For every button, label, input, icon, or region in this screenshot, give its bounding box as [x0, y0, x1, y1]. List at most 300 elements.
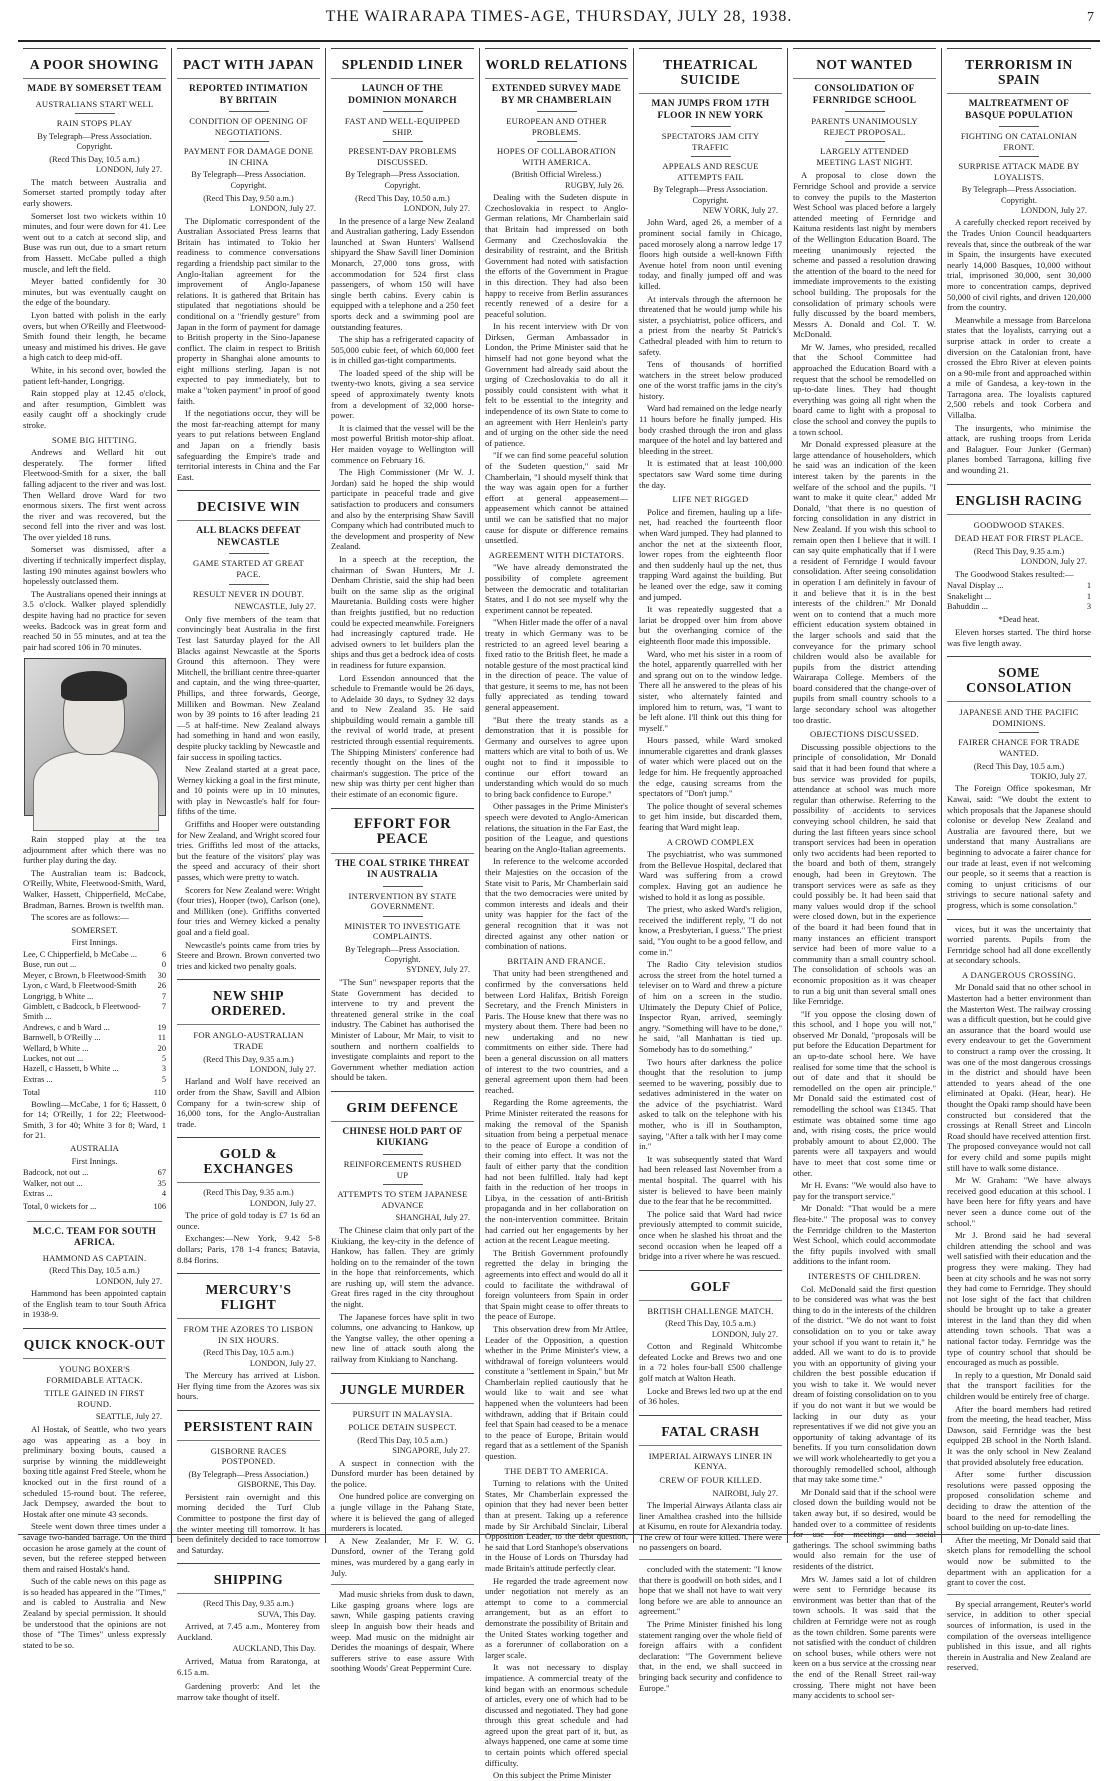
- deck: PURSUIT IN MALAYSIA.: [352, 1408, 453, 1419]
- paragraph: This observation drew from Mr Attlee, Leader of the Opposition, a question whether in the Prime Minister's view, a withdrawal of foreign volunteers would constitute a "settlement in Spain," but Mr Chamberlain replied cautiously that he would like to wait and see what happened when the volunteers had been withdrawn, adding that if Britain could feel that Spain had ceased to be a menace to the peace of Europe, Britain would regard that as a settlement of the Spanish question.: [485, 1323, 628, 1462]
- paragraph: Other passages in the Prime Minister's speech were devoted to Anglo-American relations, the situation in the Far East, the position of the League, and questions bearing on the Anglo-Italian agreements.: [485, 801, 628, 854]
- result-row: Snakelight ... 1: [947, 591, 1091, 601]
- article-some-consolation: [947, 656, 1091, 910]
- subheading: INTERESTS OF CHILDREN.: [808, 1270, 921, 1281]
- subheading: AGREEMENT WITH DICTATORS.: [488, 549, 625, 560]
- deck: SURPRISE ATTACK MADE BY LOYALISTS.: [958, 161, 1080, 182]
- dateline: LONDON, July 27.: [95, 1276, 162, 1286]
- deck: YOUNG BOXER'S FORMIDABLE ATTACK.: [46, 1364, 143, 1385]
- deck: POLICE DETAIN SUSPECT.: [348, 1422, 457, 1433]
- paragraph: Lord Essendon announced that the schedule to Fremantle would be 26 days, to Adelaide 30 days, to Sydney 32 days and to New Zealand 35. He said shipbuilding would remain a gamble till the revival of world trade, at present restricted through essential requirements. The Shipping Ministers' conference had recently thought on the lines of the chairman's suggestion. The price of the new ship was thirty per cent higher than their estimate of an economic figure.: [331, 672, 474, 800]
- paragraph: That unity had been strengthened and confirmed by the conversations held between Lord Halifax, British Foreign Secretary, and the French Ministers in Paris. The House knew that there was no mystery about them. There had been no new undertaking and no new commitments on either side. There had been a general discussion on all matters of interest to the two countries, and a general agreement upon them had been reached.: [485, 968, 628, 1095]
- paragraph: "But there the treaty stands as a demonstration that it is possible for Germany and ourselves to agree upon matters which are vital to both of us. We ought not to find it impossible to continue our effort toward an understanding which would do so much to bring back confidence to Europe.": [485, 714, 628, 799]
- article-pact-with-japan: [177, 48, 320, 482]
- masthead: [18, 8, 1100, 42]
- divider: [229, 584, 269, 585]
- dateline: LONDON, July 27.: [403, 203, 470, 213]
- dateline: NEWCASTLE, July 27.: [234, 602, 316, 612]
- received-time: (Recd This Day, 10.5 a.m.): [665, 1319, 756, 1329]
- received-time: (Recd This Day, 9.35 a.m.): [203, 1599, 294, 1609]
- dateline: LONDON, July 27.: [95, 165, 162, 175]
- paragraph: Cotton and Reginald Whitcombe defeated Locke and Brews two and one in a 72 holes four-ball £500 challenge golf match at Walton Heath.: [639, 1341, 782, 1383]
- innings-heading: First Innings.: [71, 1155, 118, 1166]
- advertisement-verse: Mad music shrieks from dusk to dawn, Like gasping groans where logs are sawn, While gasping patients craving sleep In anguish bow their heads and weep. Mad music on the midnight air Derides the moanings of despair, Where sufferers strive to ease assure With soothing Woods' Great Peppermint Cure.: [331, 1584, 474, 1674]
- deck: IMPERIAL AIRWAYS LINER IN KENYA.: [648, 1450, 773, 1472]
- headline: M.C.C. TEAM FOR SOUTH AFRICA.: [27, 1221, 162, 1250]
- headline: JUNGLE MURDER: [331, 1373, 474, 1404]
- deck: FAIRER CHANCE FOR TRADE WANTED.: [958, 737, 1080, 758]
- divider: [229, 141, 269, 142]
- paragraph: Mr Donald said that if the school were closed down the building would not be taken away but, if so desired, would be handed over to a committee of residents for use for meetings and social gatherings. The school swimming baths would also remain for the use of residents of the district.: [793, 1486, 936, 1571]
- paragraph: Police and firemen, hauling up a life-net, had reached the fourteenth floor when Ward jumped. They had planned to anchor the net at the sixteenth floor, lower ropes from the eighteenth floor and then suddenly haul up the net, thus trapping Ward against the building. But he leaned over the edge, saw it coming and jumped.: [639, 506, 782, 602]
- paragraph: A carefully checked report received by the Trades Union Council headquarters reveals that, since the outbreak of the war in Spain, the insurgents have executed nearly 14,000 Basques, 10,000 without trial, imprisoned 30,000, sent 30,000 more to concentration camps, deprived 50,000 of civil rights, and driven 120,000 from the country.: [947, 217, 1091, 313]
- headline: DECISIVE WIN: [177, 490, 320, 521]
- article-effort-for-peace: [331, 808, 474, 1083]
- paragraph: After the meeting, Mr Donald said that sketch plans for remodelling the school would now be submitted to the department with an application for a grant to cover the cost.: [947, 1534, 1091, 1588]
- deck: EXTENDED SURVEY MADE BY MR CHAMBERLAIN: [491, 84, 622, 106]
- paragraph: Tens of thousands of horrified watchers in the street below produced one of the worst traffic jams in the city's history.: [639, 359, 782, 401]
- subheading: LIFE NET RIGGED: [672, 494, 749, 505]
- paragraph: It was subsequently stated that Ward had been released last November from a mental hospital. The quarrel with his sister is believed to have been mainly due to the fear that he be recommitted.: [639, 1153, 782, 1207]
- deck: JAPANESE AND THE PACIFIC DOMINIONS.: [959, 707, 1079, 728]
- paragraph: New Zealand started at a great pace, Werney kicking a goal in the first minute, and 10 points were up in 10 minutes, with play in Newcastle's half for four-fifths of the time.: [177, 764, 320, 817]
- scorecard-australia: [23, 1168, 166, 1213]
- portrait-photo: [24, 658, 166, 816]
- article-gold-exchanges: [177, 1137, 320, 1265]
- deck: HOPES OF COLLABORATION WITH AMERICA.: [497, 146, 616, 167]
- received-time: (Recd This Day, 9.35 a.m.): [203, 1054, 294, 1064]
- paragraph: Two hours after darkness the police thought that the resolution to jump seemed to be wavering, possibly due to sedatives administered in the water on the advice of the psychiatrist. Ward asked to talk on the telephone with his mother, who is ill in Southampton, saying, "After a talk with her I may come in.": [639, 1056, 782, 1152]
- dateline: LONDON, July 27.: [249, 1358, 316, 1368]
- subheading: A CROWD COMPLEX: [666, 836, 755, 847]
- score-row: Gimblett, c Badcock, b Fleetwood-Smith ... 7: [23, 1001, 166, 1022]
- headline: THEATRICAL SUICIDE: [639, 48, 782, 94]
- paragraph: The Prime Minister finished his long statement ranging over the whole field of foreign affairs with a confident declaration: "The Government believe that, in the end, we shall succeed in bringing back security and confidence to Europe.": [639, 1619, 782, 1693]
- score-row: Lee, C Chipperfield, b McCabe ... 6: [23, 949, 166, 959]
- paragraph: Exchanges:—New York, 9.42 5-8 dollars; Paris, 178 1-4 francs; Batavia, 8.84 florins.: [177, 1233, 320, 1265]
- paragraph: Newcastle's points came from tries by Steere and Brown. Brown converted two tries and kicked two penalty goals.: [177, 939, 320, 971]
- score-row: Lyon, c Ward, b Fleetwood-Smith 26: [23, 981, 166, 991]
- paragraph: Gardening proverb: And let the marrow take thought of itself.: [177, 1681, 320, 1702]
- paragraph: Somerset lost two wickets within 10 minutes, and four were down for 41. Lee went out to a catch at second slip, and Buse was run out, due to a smart return from Hassett. McCabe pulled a thigh muscle, and left the field.: [23, 210, 166, 274]
- divider: [845, 141, 885, 142]
- paragraph: Ward, who met his sister in a room of the hotel, apparently quarrelled with her and sprang out on to the window ledge. There all he answered to the pleas of his sister, who alternately fainted and implored him to return, was, "I want to be left alone. I'll think out this thing for myself.": [639, 648, 782, 733]
- dateline: LONDON, July 27.: [249, 1064, 316, 1074]
- received-time: (Recd This Day, 10.50 a.m.): [355, 193, 450, 203]
- credit: By Telegraph—Press Association. Copyright.: [345, 170, 460, 190]
- score-total: Total 110: [23, 1088, 166, 1098]
- received-time: (Recd This Day, 9.50 a.m.): [203, 193, 294, 203]
- article-fatal-crash: [639, 1415, 782, 1693]
- paragraph: Locke and Brews led two up at the end of 36 holes.: [639, 1385, 782, 1407]
- headline: SOME CONSOLATION: [947, 656, 1091, 702]
- paragraph: Discussing possible objections to the principle of consolidation, Mr Donald said that it had been found that where a bus service was provided for pupils, attendance at school was much more regular than otherwise. Referring to the possibility of accidents to services conveying school children, he said that during the last fifteen years since school transport services had been in operation only two accidents had been reported to the board and both of them, strangely enough, had been in Greytown. The transport services were as safe as they could possibly be. It had been said that many values would drop if the school were closed down, but in the experience of the board it had been found that in many instances an efficient transport service had been of more value to a community than a small country school. The consolidation of schools was an economic proposition as it was cheaper to run a big unit than several small ones like Fernridge.: [793, 741, 936, 1007]
- paragraph: He regarded the trade agreement now under negotiation not merely as an attempt to come to a commercial arrangement, but as an effort to demonstrate the possibility of Britain and the United States working together and as a forerunner of collaboration on a larger scale.: [485, 1575, 628, 1660]
- article-new-ship-ordered: [177, 979, 320, 1129]
- paragraph: Mr Donald: "That would be a mere flea-bite." The proposal was to convey the Fernridge children to the Masterton West School, which could accommodate the fifty pupils involved with small additions to the infant room.: [793, 1203, 936, 1267]
- innings-heading: First Innings.: [71, 937, 118, 948]
- article-not-wanted-continued: [947, 919, 1091, 1673]
- paragraph: It is estimated that at least 100,000 spectators saw Ward some time during the day.: [639, 458, 782, 490]
- dateline: LONDON, July 27.: [249, 203, 316, 213]
- column-5: [634, 48, 788, 1693]
- deck: ATTEMPTS TO STEM JAPANESE ADVANCE: [337, 1189, 468, 1210]
- paragraph: The Goodwood Stakes resulted:—: [955, 568, 1074, 579]
- paragraph: Rain stopped play at the tea adjournment after which there was no further play during the day.: [23, 834, 166, 866]
- paragraph: Eleven horses started. The third horse was five length away.: [947, 627, 1091, 648]
- article-english-racing: [947, 484, 1091, 649]
- paragraph: In reference to the welcome accorded their Majesties on the occasion of the State visit to Paris, Mr Chamberlain said that the two democracies were united by common interests and ideals and their unity was happier for the fact of the general recognition that it was not directed against any other nation or combination of nations.: [485, 856, 628, 952]
- article-quick-knockout: [23, 1328, 166, 1650]
- paragraph: "When Hitler made the offer of a naval treaty in which Germany was to be restricted to an agreed level bearing a fixed ratio to the British fleet, he made a notable gesture of the most practical kind in the direction of peace. The value of that gesture, it seems to me, has not been fully appreciated as tending toward general appeasement.: [485, 617, 628, 713]
- score-total: Total, 0 wickets for ... 106: [23, 1202, 166, 1212]
- article-jungle-murder: [331, 1373, 474, 1674]
- received-time: (Recd This Day, 10.5 a.m.): [973, 761, 1065, 771]
- headline: EFFORT FOR PEACE: [331, 808, 474, 854]
- article-golf: [639, 1270, 782, 1407]
- divider: [691, 156, 731, 157]
- deck: AUSTRALIANS START WELL: [35, 98, 154, 109]
- dateline: TOKIO, July 27.: [1030, 771, 1087, 781]
- headline: TERRORISM IN SPAIN: [947, 48, 1091, 94]
- credit: By Telegraph—Press Association. Copyright.: [37, 131, 152, 151]
- dateline: NAIROBI, July 27.: [712, 1488, 778, 1498]
- deck: LAUNCH OF THE DOMINION MONARCH: [348, 84, 457, 106]
- paragraph: Griffiths and Hooper were outstanding for New Zealand, and Wright scored four tries. Griffiths led most of the attacks, but the feature of the visitors' play was the speed and accuracy of their short passes, which were pretty to watch.: [177, 819, 320, 883]
- paragraph: Mr Donald said that no other school in Masterton had a better environment than the Masterton West. The railway crossing was a difficult question, but he could give an assurance that the board would use every endeavour to get the Government to construct a ramp over the crossing. It was one of the most dangerous crossings in the district and should have been attended to years ahead of the one eliminated at Opaki. (Hear, hear). He thought the Opaki ramp should have been constructed but considered that the crossings at Renall Street and Lincoln Road should have received attention first. The proposed conveyance would not call for every child and some pupils might still have to walk some distance.: [947, 982, 1091, 1173]
- divider: [845, 111, 885, 112]
- received-time: (Recd This Day, 10.5 a.m.): [357, 1435, 448, 1445]
- paragraph: On this subject the Prime Minister: [493, 1770, 612, 1781]
- score-row: Barnwell, b O'Reilly ... 11: [23, 1033, 166, 1043]
- deck: RESULT NEVER IN DOUBT.: [192, 588, 305, 599]
- divider: [383, 141, 423, 142]
- headline: GOLD & EXCHANGES: [177, 1137, 320, 1183]
- deck: FOR ANGLO-AUSTRALIAN TRADE: [193, 1030, 304, 1051]
- deck: APPEALS AND RESCUE ATTEMPTS FAIL: [662, 161, 759, 182]
- credit: (British Official Wireless.): [511, 170, 602, 180]
- score-row: Luckes, not out ... 5: [23, 1054, 166, 1064]
- headline: WORLD RELATIONS: [485, 48, 628, 79]
- paragraph: Dealing with the Sudeten dispute in Czechoslovakia in respect to Anglo-German relations, Mr Chamberlain said that Britain had impressed on both Germany and Czechoslovakia the desirability of restraint, and the British Government had noted with satisfaction the efforts of the Government in Prague in this direction. They had also been happy to receive from Berlin assurances recently renewed of a desire for a peaceful solution.: [485, 192, 628, 319]
- deck: MAN JUMPS FROM 17TH FLOOR IN NEW YORK: [651, 99, 770, 121]
- paragraph: Lyon batted with polish in the early overs, but when O'Reilly and Fleetwood-Smith found their length, he became uneasy and mistimed his drives. He gave a high catch to deep mid-off.: [23, 310, 166, 363]
- paragraph: Steele went down three times under a savage two-handed barrage. On the third occasion he arose gamely at the count of seven, but the referee stepped between them and raised Hostak's hand.: [23, 1521, 166, 1574]
- paragraph: The police thought of several schemes to get him inside, but discarded them, fearing that Ward might leap.: [639, 800, 782, 833]
- paragraph: It was not necessary to display impatience. A commercial treaty of the kind began with an enormous schedule of articles, every one of which had to be discussed and negotiated. They had gone through this great schedule and had agreed upon the great part of it, but, as always happened, one came at some time to certain points which offered special difficulty.: [485, 1662, 628, 1768]
- paragraph: The Diplomatic correspondent of the Australian Associated Press learns that Britain has intimated to Tokio her readiness to commence conversations regarding a friendship pact similar to the Anglo-Italian agreement for the improvement of Anglo-Japanese relations. It is gathered that Britain has stipulated that negotiations should be conditional on a "friendly gesture" from Japan in the form of payment for damage to British property in the Sino-Japanese conflict. The claim in respect to British property in Shanghai alone amounts to eight millions sterling. Japan is not expected to pay immediately, but to make a "token payment" in proof of good faith.: [177, 215, 320, 406]
- deck: GOODWOOD STAKES.: [973, 519, 1065, 530]
- deck: MADE BY SOMERSET TEAM: [27, 84, 162, 94]
- article-shipping: [177, 1563, 320, 1702]
- paragraph: John Ward, aged 26, a member of a prominent social family in Chicago, paced morosely along a narrow ledge 17 floors high outside a well-known Fifth Avenue hotel from noon until evening today, and finally jumped off and was killed.: [639, 217, 782, 291]
- paragraph: vices, but it was the uncertainty that worried parents. Pupils from the Fernridge school had all done excellently at secondary schools.: [947, 923, 1091, 966]
- dateline: NEW YORK, July 27.: [702, 205, 778, 215]
- score-row: Hazell, c Hassett, b White ... 3: [23, 1064, 166, 1074]
- headline: SHIPPING: [177, 1563, 320, 1594]
- dateline: GISBORNE, This Day.: [237, 1480, 316, 1490]
- masthead-title: THE WAIRARAPA TIMES-AGE, THURSDAY, JULY 28, 1938.: [325, 8, 793, 25]
- paragraph: Such of the cable news on this page as is so headed has appeared in the "Times," and is cabled to Australia and New Zealand by special permission. It should be understood that the opinions are not those of "The Times" unless expressly stated to be so.: [23, 1576, 166, 1650]
- paragraph: "If you oppose the closing down of this school, and I hope you will not," observed Mr Donald, "proposals will be put before the Education Department for an up-to-date school here. We have realised for some time that the school is out of date and that it should be remodelled on the open air principle." Mr Donald said the estimated cost of remodelling the school was £1345. That estimate was obtained some time ago and, with rising costs, the price would probably amount to about £2,000. The parents were all taxpayers and would have to meet that cost some time or other.: [793, 1008, 936, 1178]
- paragraph: The Imperial Airways Atlanta class air liner Amalthea crashed into the hillside at Kisumu, en route for Alexandria today. The crew of four were killed. There were no passengers on board.: [639, 1500, 782, 1553]
- received-time: (Recd This Day, 10.5 a.m.): [203, 1348, 294, 1358]
- credit: (By Telegraph—Press Association.): [188, 1470, 309, 1480]
- deck: INTERVENTION BY STATE GOVERNMENT.: [348, 890, 457, 912]
- dateline: LONDON, July 27.: [249, 1198, 316, 1208]
- paragraph: Mr H. Evans: "We would also have to pay for the transport service.": [793, 1180, 936, 1201]
- paragraph: The Australians opened their innings at 3.5 o'clock. Walker played splendidly despite having had no practice for seven weeks. Badcock was in great form and reached 50 in 55 minutes, and at tea the pair had scored 106 in 70 minutes.: [23, 588, 166, 652]
- paragraph: The ship has a refrigerated capacity of 505,000 cubic feet, of which 60,000 feet is in chilled gas-tight compartments.: [331, 334, 474, 366]
- paragraph: The Mercury has arrived at Lisbon. Her flying time from the Azores was six hours.: [177, 1370, 320, 1402]
- dateline: SEATTLE, July 27.: [95, 1412, 162, 1422]
- paragraph: It is claimed that the vessel will be the most powerful British motor-ship afloat. Her maiden voyage to Wellington will commence on February 16.: [331, 422, 474, 465]
- paragraph: A suspect in connection with the Dunsford murder has been detained by the police.: [331, 1457, 474, 1489]
- article-poor-showing: [23, 48, 166, 1213]
- deck: CREW OF FOUR KILLED.: [659, 1474, 762, 1485]
- paragraph: Rain stopped play at 12.45 o'clock, and after resumption, Gimblett was easily caught off a shockingly crude stroke.: [23, 388, 166, 430]
- deck: CHINESE HOLD PART OF KIUKIANG: [342, 1126, 463, 1149]
- received-time: (Recd This Day, 10.5 a.m.): [49, 1266, 140, 1276]
- column-2: [172, 48, 326, 1702]
- paragraph: The psychiatrist, who was summoned from the Bellevue Hospital, declared that Ward was suffering from a crowd complex. Having got an audience he wished to hold it as long as possible.: [639, 849, 782, 902]
- divider: [999, 156, 1039, 157]
- credit: By Telegraph—Press Association. Copyright.: [653, 185, 768, 205]
- dateline: LONDON, July 27.: [1020, 557, 1087, 567]
- paragraph: The match between Australia and Somerset started promptly today after early showers.: [23, 176, 166, 209]
- paragraph: In reply to a question, Mr Donald said that the transport facilities for the children would be entirely free of charge.: [947, 1369, 1091, 1402]
- paragraph: Meanwhile a message from Barcelona states that the loyalists, carrying out a surprise attack in order to create a diversion on the Catalonian front, have crossed the Ebro River at eleven points on a 90-mile front and approached within a mile of Gandesa, a key-town in the Tarragona area. The loyalists captured 2,500 rebels and took Corbera and Villalba.: [947, 314, 1091, 421]
- article-terrorism-in-spain: [947, 48, 1091, 476]
- divider: [999, 732, 1039, 733]
- headline: QUICK KNOCK-OUT: [23, 1328, 166, 1359]
- score-row: Extras ... 5: [23, 1074, 166, 1084]
- paragraph: The Australian team is: Badcock, O'Reilly, White, Fleetwood-Smith, Ward, Walker, Hassett, Chipperfield, McCabe, Bradman, Barnes. Brown is twelfth man.: [23, 867, 166, 910]
- team-heading: SOMERSET.: [71, 924, 118, 935]
- paragraph: The British Government profoundly regretted the delay in bringing the agreements into effect and would do all it could to facilitate the withdrawal of foreign volunteers from Spain in order that Spain might cease to offer threats to the peace of Europe.: [485, 1247, 628, 1322]
- deck: CONDITION OF OPENING OF NEGOTIATIONS.: [189, 116, 308, 137]
- score-row: Andrews, c and b Ward ... 19: [23, 1022, 166, 1032]
- column-6: [788, 48, 942, 1701]
- bowling-figures: Bowling—McCabe, 1 for 6; Hassett, 0 for 14; O'Reilly, 1 for 22; Fleetwood-Smith, 3 for 40; White 3 for 8; Ward, 1 for 21.: [23, 1098, 166, 1141]
- paragraph: "We have already demonstrated the possibility of complete agreement between the democratic and totalitarian States, and I do not see myself why the experiment cannot be repeated.: [485, 562, 628, 615]
- columns: [18, 48, 1100, 1781]
- dateline: RUGBY, July 26.: [565, 180, 624, 190]
- deck: GAME STARTED AT GREAT PACE.: [193, 558, 304, 580]
- paragraph: Hours passed, while Ward smoked innumerable cigarettes and drank glasses of water which were placed out on the ledge for him. He frequently approached the edge, causing screams from the spectators of "Don't jump.": [639, 735, 782, 799]
- result-row: Bahuddin ... 3: [947, 602, 1091, 612]
- paragraph: concluded with the statement: "I know that there is goodwill on both sides, and I hope that we shall not have to wait very long before we are able to announce an agreement.": [639, 1559, 782, 1617]
- paragraph: In the presence of a large New Zealand and Australian gathering, Lady Essendon launched at Swan Hunters' Wallsend shipyard the Shaw Savill liner Dominion Monarch, 27,000 tons gross, with accommodation for 524 first class passengers, of whom 150 will have single berth cabins. Every cabin is equipped with a telephone and a 250 feet sports deck and a swimming pool are outstanding features.: [331, 215, 474, 332]
- score-row: Meyer, c Brown, b Fleetwood-Smith 30: [23, 970, 166, 980]
- deck: LARGELY ATTENDED MEETING LAST NIGHT.: [816, 146, 913, 167]
- paragraph: The loaded speed of the ship will be twenty-two knots, giving a sea service speed of approximately twenty knots from a development of 32,000 horse-power.: [331, 367, 474, 421]
- footnote: *Dead heat.: [998, 614, 1040, 625]
- paragraph: Arrived, Matua from Raratonga, at 6.15 a.m.: [177, 1656, 320, 1677]
- paragraph: Regarding the Rome agreements, the Prime Minister reiterated the reasons for making the removal of the Spanish situation from being a perpetual menace to the peace of Europe a condition of their coming into effect. It was not the fault of either party that the condition had not been fulfilled. Italy had kept faith in the reduction of her troops in Libya, in the cessation of anti-British propaganda and in her collaboration on the non-intervention committee. Britain had carried out her engagements by her action at the recent League meeting.: [485, 1097, 628, 1246]
- result-row: Naval Display ... 1: [947, 581, 1091, 591]
- divider: [537, 141, 577, 142]
- dateline: AUCKLAND, This Day.: [232, 1644, 316, 1654]
- paragraph: Al Hostak, of Seattle, who two years ago was appearing as a boy in preliminary boxing bouts, caused a surprise by winning the middleweight boxing title against Fred Steele, whom he knocked out in the first round of a scheduled 15-round bout. The referee, Jack Dempsey, awarded the bout to Hostak after one minute 43 seconds.: [23, 1423, 166, 1519]
- paragraph: Harland and Wolf have received an order from the Shaw, Savill and Albion Company for a twin-screw ship of 16,000 tons, for the Anglo-Australian trade.: [177, 1076, 320, 1129]
- paragraph: If the negotiations occur, they will be the most far-reaching attempt for many years to put relations between England and Japan on a friendly basis safeguarding the Empire's trade and territorial interests in China and the Far East.: [177, 408, 320, 482]
- deck: RAIN STOPS PLAY: [56, 118, 133, 129]
- paragraph: Mr W. Graham: "We have always received good education at this school. I have been here for fifty years and have never seen a dunce come out of the school.": [947, 1175, 1091, 1228]
- divider: [537, 111, 577, 112]
- deck: EUROPEAN AND OTHER PROBLEMS.: [506, 116, 607, 137]
- headline: MERCURY'S FLIGHT: [177, 1273, 320, 1319]
- paragraph: "If we can find some peaceful solution of the Sudeten question," said Mr Chamberlain, "I should myself think that the way was again open for a further effort at general appeasement—appeasement which cannot be attained until we can be satisfied that no major cause for dispute or difference remains unsettled.: [485, 450, 628, 546]
- column-3: [326, 48, 480, 1674]
- article-mcc-team: [23, 1221, 166, 1320]
- article-world-relations: [485, 48, 628, 1781]
- paragraph: White, in his second over, bowled the patient left-hander, Longrigg.: [23, 364, 166, 386]
- deck: FAST AND WELL-EQUIPPED SHIP.: [344, 116, 461, 137]
- deck: TITLE GAINED IN FIRST ROUND.: [44, 1388, 145, 1409]
- subheading: A DANGEROUS CROSSING.: [962, 969, 1076, 980]
- headline: A POOR SHOWING: [23, 48, 166, 79]
- score-row: Badcock, not out ... 67: [23, 1168, 166, 1178]
- paragraph: Persistent rain overnight and this morning decided the Turf Club Committee to postpone the first day of the winter meeting till tomorrow. It has been definitely decided to race tomorrow and Saturday.: [177, 1491, 320, 1555]
- article-grim-defence: [331, 1091, 474, 1365]
- deck: PAYMENT FOR DAMAGE DONE IN CHINA: [183, 146, 314, 167]
- paragraph: Ward had remained on the ledge nearly 11 hours before he finally jumped. His body crashed through the iron and glass marquee of the hotel and lay battered and bleeding in the street.: [639, 403, 782, 456]
- paragraph: The police said that Ward had twice previously attempted to commit suicide, once when he slashed his throat and the second occasion when he leaped off a bridge into a river where he was rescued.: [639, 1208, 782, 1262]
- dateline: SHANGHAI, July 27.: [395, 1213, 470, 1223]
- deck: CONSOLIDATION OF FERNRIDGE SCHOOL: [812, 84, 917, 106]
- headline: ENGLISH RACING: [947, 484, 1091, 515]
- paragraph: By special arrangement, Reuter's world service, in addition to other special sources of information, is used in the compilation of the overseas intelligence published in this issue, and all rights therein in Australia and New Zealand are reserved.: [947, 1594, 1091, 1673]
- divider: [999, 126, 1039, 127]
- deck: REPORTED INTIMATION BY BRITAIN: [188, 84, 308, 106]
- paragraph: Somerset was dismissed, after a diverting if technically imperfect display, lasting 190 minutes against bowlers who hopelessly outclassed them.: [23, 544, 166, 587]
- headline: GRIM DEFENCE: [331, 1091, 474, 1122]
- article-not-wanted: [793, 48, 936, 1701]
- page-number: 7: [1087, 10, 1094, 25]
- team-heading: AUSTRALIA: [70, 1143, 119, 1154]
- paragraph: After the board members had retired from the meeting, the head teacher, Miss Dawson, said Fernridge was the best equipped 2B school in the North Island. It was the only school in New Zealand that provided absolutely free education.: [947, 1403, 1091, 1467]
- divider: [691, 126, 731, 127]
- dateline: SUVA, This Day.: [257, 1609, 316, 1619]
- headline: PERSISTENT RAIN: [177, 1410, 320, 1441]
- paragraph: After some further discussion resolutions were passed opposing the proposed consolidation scheme and deciding to draw the attention of the board to the need for remodelling the school building on up-to-date lines.: [947, 1469, 1091, 1533]
- divider: [229, 553, 269, 554]
- paragraph: The Foreign Office spokesman, Mr Kawai, said: "We doubt the extent to which proposals that the Japanese should colonise or develop New Zealand and Australia are favoured there, but we understand that many Australians are beginning to advocate a fairer chance for our trade at least, even if not welcoming our people, so it seems that a reaction is coming to unjust criticisms of our strivings to secure national safety and progress, which is some consolation.": [947, 783, 1091, 910]
- divider: [383, 916, 423, 917]
- paragraph: The Chinese claim that only part of the Kiukiang, the key-city in the defence of Hankow, has fallen. They are grimly holding on to the remainder of the town in the hope that reinforcements, which are rushing up, will stem the advance. Great fires raged in the city throughout the night.: [331, 1224, 474, 1310]
- deck: FIGHTING ON CATALONIAN FRONT.: [960, 131, 1078, 152]
- paragraph: Mr W. James, who presided, recalled that the School Committee had approached the Education Board with a request that the school be remodelled on up-to-date lines. They had thought everything was going all right when the board came to light with a proposal to close the school and convey the pupils to a town school.: [793, 341, 936, 437]
- paragraph: The insurgents, who minimise the attack, are rushing troops from Lerida and Balaguer. Four Junker (German) planes bombed Tarragona, killing five and wounding 21.: [947, 422, 1091, 476]
- paragraph: The High Commissioner (Mr W. J. Jordan) said he hoped the ship would participate in peaceful trade and give satisfaction to producers and consumers and also by the enterprising Shaw Savill Company which had contributed much to the development and prosperity of New Zealand.: [331, 467, 474, 552]
- paragraph: Col. McDonald said the first question to be considered was what was the best thing to do in the interests of the children of the district. "We do not want to foist consolidation on to you or take away your school if you want to retain it," he added. All we want to do is to provide you with an opportunity of giving your children the best possible education if you wish to take it. We would never dream of foisting consolidation on to you if you do not want it but we would be lacking in our duty as your representatives if we did not give you an opportunity of taking advantage of its benefits. If you turn consolidation down we will work wholeheartedly to get you a thoroughly remodelled school, although that may take some time.": [793, 1283, 936, 1485]
- deck: DEAD HEAT FOR FIRST PLACE.: [954, 533, 1084, 544]
- deck: MALTREATMENT OF BASQUE POPULATION: [965, 99, 1073, 121]
- divider: [383, 1184, 423, 1185]
- score-row: Buse, run out ... 0: [23, 960, 166, 970]
- headline: NOT WANTED: [793, 48, 936, 79]
- score-row: Wellard, b White ... 20: [23, 1043, 166, 1053]
- paragraph: The Radio City television studios across the street from the hotel turned a televiser on to Ward and threw a picture of him on a screen in the studio. Ultimately the Deputy Chief of Police, Inspector Ryan, arrived, seemingly angry. "Something will have to be done," he said, "all Manhattan is tied up. Somebody has to do something.": [639, 959, 782, 1054]
- article-mercury-flight: [177, 1273, 320, 1402]
- paragraph: One hundred police are converging on a jungle village in the Pahang State, where it is believed the gang of alleged murderers is located.: [331, 1491, 474, 1534]
- paragraph: Hammond has been appointed captain of the English team to tour South Africa in 1938-9.: [23, 1288, 166, 1320]
- deck: ALL BLACKS DEFEAT NEWCASTLE: [196, 526, 301, 548]
- paragraph: Only five members of the team that convincingly beat Australia in the first Test last Saturday played for the All Blacks against Newcastle at the Sports Ground this afternoon. They were Mitchell, the brilliant centre three-quarter and captain, and the wing three-quarter, Phillips, and three forwards, George, Milliken and Bowman. New Zealand won by 39 points to 16 after leading 21—5 at half-time. New Zealand always had something in hand and won easily, despite plucky tackling by Newcastle and fair success in spoiling tactics.: [177, 613, 320, 762]
- paragraph: The Japanese forces have split in two columns, one advancing to Hankow, up the Yangtse valley, the other opening a new line of attack south along the railway from Kiukiang to Nanchang.: [331, 1311, 474, 1365]
- paragraph: The priest, who asked Ward's religion, received the indifferent reply, "I do not know, a Presbyterian, I guess." The priest said, "You ought to be a good fellow, and come in.": [639, 904, 782, 957]
- paragraph: Mr J. Brond said he had several children attending the school and was well satisfied with their education and the progress they were making. They had been at city schools and he was not sorry they had come to Fernridge. They should not lose sight of the fact that children should be brought up to take a greater interest in the land than they did when attending town schools. That was a national factor today. Fernridge was the type of country school that should be encouraged as much as possible.: [947, 1230, 1091, 1368]
- subheading: OBJECTIONS DISCUSSED.: [810, 729, 919, 740]
- dateline: SYDNEY, July 27.: [406, 965, 470, 975]
- paragraph: Meyer batted confidently for 30 minutes, but was eventually caught on the edge of the boundary.: [23, 276, 166, 308]
- credit: By Telegraph—Press Association. Copyright.: [961, 185, 1077, 205]
- credit: By Telegraph—Press Association. Copyright.: [191, 170, 306, 190]
- score-row: Walker, not out ... 35: [23, 1178, 166, 1188]
- paragraph: Mrs W. James said a lot of children were sent to Fernridge because its environment was better than that of the town schools. It was said that the children at Fernridge were not as rough as the town children. Some parents were not satisfied with the conduct of children on school buses, while others were not keen on a bus service at the crossing near the end of the Renall Street rail-way crossing. There might not have been many accidents to school ser-: [793, 1573, 936, 1701]
- paragraph: "The Sun" newspaper reports that the State Government has decided to intervene to try and prevent the threatened general strike in the coal industry. The Cabinet has authorised the Minister of Labour, Mr Mair, to visit to southern and northern coalfields to investigate complaints and report to the Government whether mediation action should be taken.: [331, 977, 474, 1083]
- paragraph: At intervals through the afternoon he threatened that he would jump while his sister, a psychiatrist, police officers, and a priest from the nearby St Patrick's Cathedral pleaded with him to return to safety.: [639, 293, 782, 357]
- paragraph: A New Zealander, Mr F. W. G. Dunsford, owner of the Terang gold mines, was murdered by a gang early in July.: [331, 1535, 474, 1578]
- article-decisive-win: [177, 490, 320, 971]
- scorecard-somerset: [23, 950, 166, 1099]
- paragraph: Scorers for New Zealand were: Wright (four tries), Hooper (two), Carlson (one), and Milliken (one). Griffiths converted four tries and Werney kicked a penalty goal and a field goal.: [177, 884, 320, 938]
- score-row: Longrigg, b White ... 7: [23, 991, 166, 1001]
- deck: GISBORNE RACES POSTPONED.: [210, 1445, 287, 1467]
- deck: FROM THE AZORES TO LISBON IN SIX HOURS.: [183, 1324, 314, 1345]
- dateline: LONDON, July 27.: [711, 1329, 778, 1339]
- subheading: BRITAIN AND FRANCE.: [507, 955, 606, 966]
- dateline: SINGAPORE, July 27.: [392, 1446, 470, 1456]
- column-1: [18, 48, 172, 1650]
- paragraph: In a speech at the reception, the chairman of Swan Hunters, Mr J. Denham Christie, said the ship had been built on the same slip as the original Mauretania. Building costs were higher than freights justified, but no reduction could be expected meanwhile. Foreigners had increasingly captured trade. He advised owners to let builders plan the ships and thus get a bedrock idea of costs in readiness for future expansion.: [331, 553, 474, 670]
- article-splendid-liner: [331, 48, 474, 800]
- headline: SPLENDID LINER: [331, 48, 474, 79]
- divider: [383, 1154, 423, 1155]
- deck: SPECTATORS JAM CITY TRAFFIC: [661, 131, 760, 152]
- paragraph: In his recent interview with Dr von Dirksen, German Ambassador in London, the Prime Minister said that he himself had not gone beyond what the Government had already said about the urging of Czechoslovakia to do all it possibly could consistent with what it felt to be essential to the integrity and independence of its own State to come to an agreement with Herr Henlein's party and of urging on the other side the need of patience.: [485, 321, 628, 448]
- article-theatrical-suicide: [639, 48, 782, 1262]
- headline: GOLF: [639, 1270, 782, 1301]
- score-row: Extras ... 4: [23, 1189, 166, 1199]
- deck: PARENTS UNANIMOUSLY REJECT PROPOSAL.: [811, 116, 918, 137]
- deck: BRITISH CHALLENGE MATCH.: [647, 1305, 774, 1316]
- bottom-rule: [18, 1534, 1100, 1535]
- divider: [383, 886, 423, 887]
- divider: [383, 111, 423, 112]
- divider: [75, 113, 115, 114]
- deck: MINISTER TO INVESTIGATE COMPLAINTS.: [344, 920, 461, 942]
- deck: THE COAL STRIKE THREAT IN AUSTRALIA: [335, 858, 470, 881]
- credit: By Telegraph—Press Association. Copyright.: [345, 945, 460, 965]
- subheading: SOME BIG HITTING.: [51, 434, 138, 445]
- paragraph: A proposal to close down the Fernridge School and provide a service to convey the pupils to the Masterton West School was placed before a largely attended meeting of Fernridge and Kaituna residents last night by members of the Wellington Education Board. The meeting unanimously rejected the scheme and passed a resolution drawing the attention of the board to the need for immediate improvements to the existing school building. The proposals for the consolidation of primary schools were fully discussed by the board members, Messrs A. Donald and Col. T. W. McDonald.: [793, 170, 936, 340]
- received-time: (Recd This Day, 9.35 a.m.): [973, 546, 1065, 556]
- paragraph: The price of gold today is £7 1s 6d an ounce.: [177, 1210, 320, 1231]
- deck: HAMMOND AS CAPTAIN.: [42, 1252, 147, 1263]
- paragraph: It was repeatedly suggested that a lariat be dropped over him from above but the overhanging cornice of the eighteenth floor made this impossible.: [639, 604, 782, 646]
- subheading: THE DEBT TO AMERICA.: [504, 1465, 609, 1476]
- paragraph: The scores are as follows:—: [31, 912, 129, 923]
- headline: NEW SHIP ORDERED.: [177, 979, 320, 1025]
- divider: [229, 111, 269, 112]
- received-time: (Recd This Day, 9.35 a.m.): [203, 1188, 294, 1198]
- paragraph: Mr Donald expressed pleasure at the large attendance of householders, which he said was an indication of the keen interest taken by the parents in the welfare of the school and the pupils. "I want to make it quite clear," added Mr Donald, "that there is no question of forcing consolidation in any district in New Zealand. If you wish this school to remain open then I believe that it will. I can say quite emphatically that if I were a resident of Fernridge I would favour consolidation. After seeing consolidation in operation I am definitely in favour of it and believe that it is in the best interests of the children." Mr Donald went on to contend that a much more efficient education system obtained in the larger schools and said that the conveyance for the primary school children would also be available for pupils from the district attending Wairarapa College. Members of the board considered that the change-over of pupils from small country schools to a large secondary school was altogether too drastic.: [793, 439, 936, 725]
- paragraph: Arrived, at 7.45 a.m., Monterey from Auckland.: [177, 1621, 320, 1642]
- headline: FATAL CRASH: [639, 1415, 782, 1446]
- dateline: LONDON, July 27.: [1020, 205, 1087, 215]
